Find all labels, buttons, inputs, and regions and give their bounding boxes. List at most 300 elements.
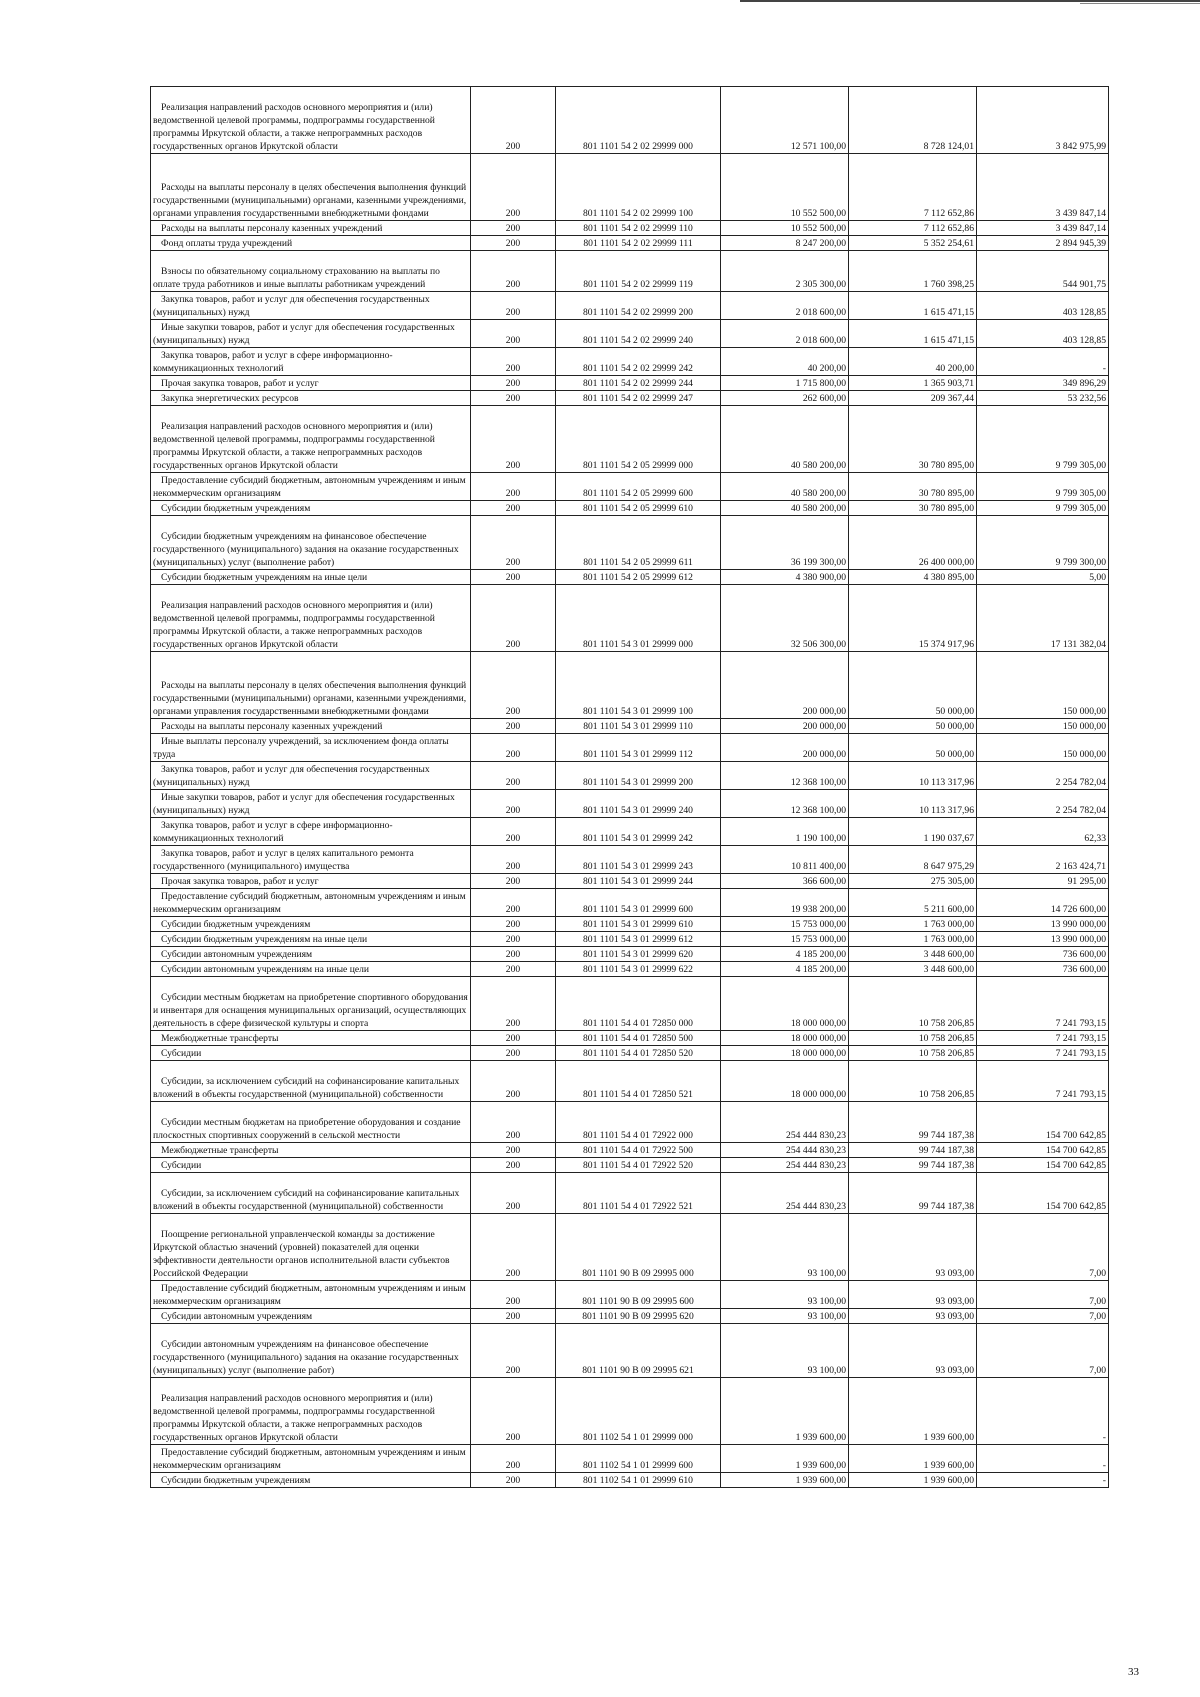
row-unexecuted-amount: 544 901,75 bbox=[977, 251, 1109, 292]
row-budget-classification: 801 1101 54 4 01 72850 500 bbox=[556, 1031, 721, 1046]
row-approved-amount: 93 100,00 bbox=[721, 1214, 849, 1281]
row-line-code: 200 bbox=[471, 320, 556, 348]
row-approved-amount: 40 580 200,00 bbox=[721, 473, 849, 501]
row-budget-classification: 801 1101 54 2 05 29999 610 bbox=[556, 501, 721, 516]
row-name: Субсидии бюджетным учреждениям на иные цели bbox=[151, 570, 471, 585]
row-name: Реализация направлений расходов основного мероприятия и (или) ведомственной целевой программы, подпрограммы государственной программы Иркутской области, а также непрограммных расходов государственных органов Иркутской области bbox=[151, 1378, 471, 1445]
row-budget-classification: 801 1101 54 3 01 29999 200 bbox=[556, 762, 721, 790]
row-name: Предоставление субсидий бюджетным, автономным учреждениям и иным некоммерческим организациям bbox=[151, 1445, 471, 1473]
row-unexecuted-amount: 154 700 642,85 bbox=[977, 1143, 1109, 1158]
row-line-code: 200 bbox=[471, 962, 556, 977]
row-executed-amount: 10 113 317,96 bbox=[849, 790, 977, 818]
table-row bbox=[151, 1031, 1109, 1046]
row-line-code: 200 bbox=[471, 585, 556, 652]
row-approved-amount: 200 000,00 bbox=[721, 734, 849, 762]
row-line-code: 200 bbox=[471, 570, 556, 585]
row-approved-amount: 1 939 600,00 bbox=[721, 1445, 849, 1473]
row-name: Субсидии бюджетным учреждениям bbox=[151, 917, 471, 932]
table-row bbox=[151, 846, 1109, 874]
row-unexecuted-amount: 7,00 bbox=[977, 1324, 1109, 1378]
row-name: Предоставление субсидий бюджетным, автономным учреждениям и иным некоммерческим организациям bbox=[151, 1281, 471, 1309]
row-name: Субсидии автономным учреждениям на финансовое обеспечение государственного (муниципального) задания на оказание государственных (муниципальных) услуг (выполнение работ) bbox=[151, 1324, 471, 1378]
row-approved-amount: 12 571 100,00 bbox=[721, 87, 849, 154]
row-name: Межбюджетные трансферты bbox=[151, 1143, 471, 1158]
row-budget-classification: 801 1101 54 3 01 29999 240 bbox=[556, 790, 721, 818]
row-name: Реализация направлений расходов основного мероприятия и (или) ведомственной целевой программы, подпрограммы государственной программы Иркутской области, а также непрограммных расходов государственных органов Иркутской области bbox=[151, 406, 471, 473]
row-executed-amount: 1 763 000,00 bbox=[849, 917, 977, 932]
table-row bbox=[151, 236, 1109, 251]
row-unexecuted-amount: 349 896,29 bbox=[977, 376, 1109, 391]
row-name: Субсидии bbox=[151, 1158, 471, 1173]
row-approved-amount: 93 100,00 bbox=[721, 1324, 849, 1378]
row-unexecuted-amount: 3 842 975,99 bbox=[977, 87, 1109, 154]
row-executed-amount: 30 780 895,00 bbox=[849, 501, 977, 516]
row-line-code: 200 bbox=[471, 236, 556, 251]
row-line-code: 200 bbox=[471, 1143, 556, 1158]
table-row bbox=[151, 762, 1109, 790]
table-row bbox=[151, 391, 1109, 406]
row-budget-classification: 801 1101 54 4 01 72850 521 bbox=[556, 1061, 721, 1102]
row-executed-amount: 50 000,00 bbox=[849, 652, 977, 719]
row-name: Иные закупки товаров, работ и услуг для обеспечения государственных (муниципальных) нужд bbox=[151, 790, 471, 818]
row-budget-classification: 801 1101 54 3 01 29999 610 bbox=[556, 917, 721, 932]
row-unexecuted-amount: 7 241 793,15 bbox=[977, 1061, 1109, 1102]
table-row bbox=[151, 1158, 1109, 1173]
row-executed-amount: 7 112 652,86 bbox=[849, 154, 977, 221]
table-row bbox=[151, 320, 1109, 348]
row-executed-amount: 1 939 600,00 bbox=[849, 1473, 977, 1488]
row-executed-amount: 8 728 124,01 bbox=[849, 87, 977, 154]
row-line-code: 200 bbox=[471, 376, 556, 391]
row-line-code: 200 bbox=[471, 947, 556, 962]
row-line-code: 200 bbox=[471, 1324, 556, 1378]
row-line-code: 200 bbox=[471, 154, 556, 221]
row-line-code: 200 bbox=[471, 251, 556, 292]
row-approved-amount: 10 552 500,00 bbox=[721, 154, 849, 221]
row-approved-amount: 4 185 200,00 bbox=[721, 947, 849, 962]
row-executed-amount: 5 352 254,61 bbox=[849, 236, 977, 251]
table-row bbox=[151, 1173, 1109, 1214]
row-unexecuted-amount: 9 799 305,00 bbox=[977, 406, 1109, 473]
row-approved-amount: 2 305 300,00 bbox=[721, 251, 849, 292]
row-budget-classification: 801 1101 54 4 01 72850 000 bbox=[556, 977, 721, 1031]
row-executed-amount: 10 758 206,85 bbox=[849, 1031, 977, 1046]
row-line-code: 200 bbox=[471, 1378, 556, 1445]
row-unexecuted-amount: 5,00 bbox=[977, 570, 1109, 585]
table-row bbox=[151, 292, 1109, 320]
row-unexecuted-amount: 3 439 847,14 bbox=[977, 221, 1109, 236]
row-approved-amount: 10 552 500,00 bbox=[721, 221, 849, 236]
row-approved-amount: 40 580 200,00 bbox=[721, 406, 849, 473]
row-name: Фонд оплаты труда учреждений bbox=[151, 236, 471, 251]
row-approved-amount: 15 753 000,00 bbox=[721, 932, 849, 947]
row-line-code: 200 bbox=[471, 348, 556, 376]
row-executed-amount: 99 744 187,38 bbox=[849, 1173, 977, 1214]
row-approved-amount: 10 811 400,00 bbox=[721, 846, 849, 874]
row-approved-amount: 1 715 800,00 bbox=[721, 376, 849, 391]
table-row bbox=[151, 947, 1109, 962]
row-executed-amount: 209 367,44 bbox=[849, 391, 977, 406]
row-budget-classification: 801 1101 54 3 01 29999 244 bbox=[556, 874, 721, 889]
row-unexecuted-amount: 7,00 bbox=[977, 1281, 1109, 1309]
row-approved-amount: 262 600,00 bbox=[721, 391, 849, 406]
row-name: Закупка товаров, работ и услуг для обеспечения государственных (муниципальных) нужд bbox=[151, 762, 471, 790]
row-name: Расходы на выплаты персоналу казенных учреждений bbox=[151, 221, 471, 236]
row-executed-amount: 3 448 600,00 bbox=[849, 947, 977, 962]
row-executed-amount: 1 615 471,15 bbox=[849, 320, 977, 348]
row-unexecuted-amount: 91 295,00 bbox=[977, 874, 1109, 889]
row-executed-amount: 50 000,00 bbox=[849, 719, 977, 734]
row-budget-classification: 801 1101 54 2 05 29999 611 bbox=[556, 516, 721, 570]
row-executed-amount: 4 380 895,00 bbox=[849, 570, 977, 585]
table-row bbox=[151, 977, 1109, 1031]
row-unexecuted-amount: 7,00 bbox=[977, 1309, 1109, 1324]
row-line-code: 200 bbox=[471, 1445, 556, 1473]
row-budget-classification: 801 1101 54 2 02 29999 242 bbox=[556, 348, 721, 376]
row-line-code: 200 bbox=[471, 846, 556, 874]
row-executed-amount: 1 939 600,00 bbox=[849, 1445, 977, 1473]
row-line-code: 200 bbox=[471, 292, 556, 320]
row-name: Закупка товаров, работ и услуг для обеспечения государственных (муниципальных) нужд bbox=[151, 292, 471, 320]
row-approved-amount: 254 444 830,23 bbox=[721, 1173, 849, 1214]
row-name: Субсидии автономным учреждениям bbox=[151, 1309, 471, 1324]
row-unexecuted-amount: 736 600,00 bbox=[977, 947, 1109, 962]
row-budget-classification: 801 1101 54 3 01 29999 622 bbox=[556, 962, 721, 977]
row-executed-amount: 5 211 600,00 bbox=[849, 889, 977, 917]
row-line-code: 200 bbox=[471, 889, 556, 917]
row-line-code: 200 bbox=[471, 874, 556, 889]
row-budget-classification: 801 1101 54 3 01 29999 243 bbox=[556, 846, 721, 874]
table-row bbox=[151, 917, 1109, 932]
row-unexecuted-amount: 154 700 642,85 bbox=[977, 1102, 1109, 1143]
row-unexecuted-amount: 403 128,85 bbox=[977, 292, 1109, 320]
table-row bbox=[151, 1102, 1109, 1143]
table-row bbox=[151, 734, 1109, 762]
row-name: Субсидии местным бюджетам на приобретение спортивного оборудования и инвентаря для оснащения муниципальных организаций, осуществляющих деятельность в сфере физической культуры и спорта bbox=[151, 977, 471, 1031]
row-line-code: 200 bbox=[471, 1173, 556, 1214]
row-budget-classification: 801 1101 54 3 01 29999 110 bbox=[556, 719, 721, 734]
row-unexecuted-amount: - bbox=[977, 348, 1109, 376]
row-line-code: 200 bbox=[471, 1031, 556, 1046]
row-approved-amount: 1 190 100,00 bbox=[721, 818, 849, 846]
row-approved-amount: 254 444 830,23 bbox=[721, 1102, 849, 1143]
row-executed-amount: 99 744 187,38 bbox=[849, 1102, 977, 1143]
top-scan-rule bbox=[740, 0, 1200, 2]
row-unexecuted-amount: 9 799 305,00 bbox=[977, 473, 1109, 501]
table-row bbox=[151, 585, 1109, 652]
row-approved-amount: 40 580 200,00 bbox=[721, 501, 849, 516]
row-budget-classification: 801 1101 90 В 09 29995 000 bbox=[556, 1214, 721, 1281]
row-executed-amount: 30 780 895,00 bbox=[849, 473, 977, 501]
row-unexecuted-amount: 7 241 793,15 bbox=[977, 977, 1109, 1031]
row-executed-amount: 40 200,00 bbox=[849, 348, 977, 376]
row-unexecuted-amount: 7,00 bbox=[977, 1214, 1109, 1281]
row-executed-amount: 93 093,00 bbox=[849, 1281, 977, 1309]
row-approved-amount: 12 368 100,00 bbox=[721, 762, 849, 790]
table-row bbox=[151, 790, 1109, 818]
row-budget-classification: 801 1101 54 4 01 72922 521 bbox=[556, 1173, 721, 1214]
row-approved-amount: 93 100,00 bbox=[721, 1309, 849, 1324]
row-budget-classification: 801 1101 54 3 01 29999 600 bbox=[556, 889, 721, 917]
row-approved-amount: 254 444 830,23 bbox=[721, 1158, 849, 1173]
row-unexecuted-amount: 14 726 600,00 bbox=[977, 889, 1109, 917]
row-budget-classification: 801 1102 54 1 01 29999 000 bbox=[556, 1378, 721, 1445]
row-line-code: 200 bbox=[471, 1214, 556, 1281]
row-approved-amount: 1 939 600,00 bbox=[721, 1378, 849, 1445]
row-line-code: 200 bbox=[471, 501, 556, 516]
table-row bbox=[151, 932, 1109, 947]
row-name: Субсидии местным бюджетам на приобретение оборудования и создание плоскостных спортивных сооружений в сельской местности bbox=[151, 1102, 471, 1143]
row-unexecuted-amount: 150 000,00 bbox=[977, 719, 1109, 734]
row-name: Иные закупки товаров, работ и услуг для обеспечения государственных (муниципальных) нужд bbox=[151, 320, 471, 348]
row-budget-classification: 801 1101 54 2 02 29999 240 bbox=[556, 320, 721, 348]
row-approved-amount: 366 600,00 bbox=[721, 874, 849, 889]
row-approved-amount: 12 368 100,00 bbox=[721, 790, 849, 818]
row-budget-classification: 801 1101 54 3 01 29999 000 bbox=[556, 585, 721, 652]
row-approved-amount: 18 000 000,00 bbox=[721, 1046, 849, 1061]
row-executed-amount: 93 093,00 bbox=[849, 1324, 977, 1378]
row-name: Закупка энергетических ресурсов bbox=[151, 391, 471, 406]
row-executed-amount: 275 305,00 bbox=[849, 874, 977, 889]
table-row bbox=[151, 818, 1109, 846]
table-row bbox=[151, 874, 1109, 889]
row-name: Расходы на выплаты персоналу казенных учреждений bbox=[151, 719, 471, 734]
row-name: Субсидии автономным учреждениям на иные цели bbox=[151, 962, 471, 977]
row-line-code: 200 bbox=[471, 762, 556, 790]
row-line-code: 200 bbox=[471, 1473, 556, 1488]
row-budget-classification: 801 1101 54 2 05 29999 612 bbox=[556, 570, 721, 585]
row-executed-amount: 1 763 000,00 bbox=[849, 932, 977, 947]
row-approved-amount: 8 247 200,00 bbox=[721, 236, 849, 251]
row-name: Расходы на выплаты персоналу в целях обеспечения выполнения функций государственными (муниципальными) органами, казенными учреждениями, органами управления государственными внебюджетными фондами bbox=[151, 154, 471, 221]
row-budget-classification: 801 1101 54 4 01 72922 000 bbox=[556, 1102, 721, 1143]
table-row bbox=[151, 652, 1109, 719]
table-row bbox=[151, 501, 1109, 516]
row-name: Закупка товаров, работ и услуг в сфере информационно-коммуникационных технологий bbox=[151, 818, 471, 846]
row-unexecuted-amount: 53 232,56 bbox=[977, 391, 1109, 406]
row-unexecuted-amount: 9 799 305,00 bbox=[977, 501, 1109, 516]
row-approved-amount: 18 000 000,00 bbox=[721, 1061, 849, 1102]
row-unexecuted-amount: 154 700 642,85 bbox=[977, 1173, 1109, 1214]
row-name: Поощрение региональной управленческой команды за достижение Иркутской областью значений (уровней) показателей для оценки эффективности деятельности органов исполнительной власти субъектов Российской Федерации bbox=[151, 1214, 471, 1281]
row-executed-amount: 93 093,00 bbox=[849, 1309, 977, 1324]
row-name: Иные выплаты персоналу учреждений, за исключением фонда оплаты труда bbox=[151, 734, 471, 762]
row-line-code: 200 bbox=[471, 87, 556, 154]
table-row bbox=[151, 221, 1109, 236]
row-name: Предоставление субсидий бюджетным, автономным учреждениям и иным некоммерческим организациям bbox=[151, 473, 471, 501]
row-unexecuted-amount: 62,33 bbox=[977, 818, 1109, 846]
row-unexecuted-amount: 150 000,00 bbox=[977, 652, 1109, 719]
row-executed-amount: 1 939 600,00 bbox=[849, 1378, 977, 1445]
table-row bbox=[151, 570, 1109, 585]
table-row bbox=[151, 1309, 1109, 1324]
row-budget-classification: 801 1101 54 2 05 29999 600 bbox=[556, 473, 721, 501]
table-row bbox=[151, 962, 1109, 977]
row-executed-amount: 7 112 652,86 bbox=[849, 221, 977, 236]
row-name: Субсидии бюджетным учреждениям bbox=[151, 1473, 471, 1488]
row-executed-amount: 1 365 903,71 bbox=[849, 376, 977, 391]
row-line-code: 200 bbox=[471, 1158, 556, 1173]
row-executed-amount: 10 758 206,85 bbox=[849, 1061, 977, 1102]
row-unexecuted-amount: 2 894 945,39 bbox=[977, 236, 1109, 251]
row-executed-amount: 30 780 895,00 bbox=[849, 406, 977, 473]
row-line-code: 200 bbox=[471, 917, 556, 932]
row-approved-amount: 19 938 200,00 bbox=[721, 889, 849, 917]
row-budget-classification: 801 1101 54 2 02 29999 111 bbox=[556, 236, 721, 251]
row-name: Субсидии бюджетным учреждениям bbox=[151, 501, 471, 516]
row-budget-classification: 801 1101 54 2 02 29999 247 bbox=[556, 391, 721, 406]
table-row bbox=[151, 473, 1109, 501]
row-executed-amount: 3 448 600,00 bbox=[849, 962, 977, 977]
table-body bbox=[151, 87, 1109, 1488]
row-budget-classification: 801 1101 54 4 01 72922 500 bbox=[556, 1143, 721, 1158]
row-budget-classification: 801 1101 54 3 01 29999 620 bbox=[556, 947, 721, 962]
row-budget-classification: 801 1102 54 1 01 29999 610 bbox=[556, 1473, 721, 1488]
budget-execution-table bbox=[150, 86, 1109, 1488]
row-unexecuted-amount: 3 439 847,14 bbox=[977, 154, 1109, 221]
row-name: Реализация направлений расходов основного мероприятия и (или) ведомственной целевой программы, подпрограммы государственной программы Иркутской области, а также непрограммных расходов государственных органов Иркутской области bbox=[151, 585, 471, 652]
row-name: Субсидии автономным учреждениям bbox=[151, 947, 471, 962]
row-executed-amount: 1 190 037,67 bbox=[849, 818, 977, 846]
table-row bbox=[151, 1445, 1109, 1473]
row-executed-amount: 99 744 187,38 bbox=[849, 1158, 977, 1173]
row-budget-classification: 801 1101 54 2 02 29999 100 bbox=[556, 154, 721, 221]
row-unexecuted-amount: 17 131 382,04 bbox=[977, 585, 1109, 652]
row-unexecuted-amount: 2 254 782,04 bbox=[977, 790, 1109, 818]
row-budget-classification: 801 1101 54 3 01 29999 242 bbox=[556, 818, 721, 846]
row-approved-amount: 254 444 830,23 bbox=[721, 1143, 849, 1158]
row-name: Субсидии bbox=[151, 1046, 471, 1061]
row-approved-amount: 200 000,00 bbox=[721, 719, 849, 734]
row-name: Прочая закупка товаров, работ и услуг bbox=[151, 376, 471, 391]
row-budget-classification: 801 1101 54 2 02 29999 200 bbox=[556, 292, 721, 320]
row-budget-classification: 801 1101 54 3 01 29999 112 bbox=[556, 734, 721, 762]
row-budget-classification: 801 1101 54 2 02 29999 000 bbox=[556, 87, 721, 154]
row-executed-amount: 93 093,00 bbox=[849, 1214, 977, 1281]
row-executed-amount: 50 000,00 bbox=[849, 734, 977, 762]
row-name: Закупка товаров, работ и услуг в целях капитального ремонта государственного (муниципального) имущества bbox=[151, 846, 471, 874]
row-unexecuted-amount: 150 000,00 bbox=[977, 734, 1109, 762]
row-line-code: 200 bbox=[471, 1061, 556, 1102]
row-line-code: 200 bbox=[471, 406, 556, 473]
row-budget-classification: 801 1101 54 3 01 29999 612 bbox=[556, 932, 721, 947]
top-scan-rule-secondary bbox=[1080, 3, 1200, 4]
page-number: 33 bbox=[1128, 1666, 1139, 1678]
row-approved-amount: 18 000 000,00 bbox=[721, 977, 849, 1031]
row-line-code: 200 bbox=[471, 652, 556, 719]
table-row bbox=[151, 889, 1109, 917]
row-name: Предоставление субсидий бюджетным, автономным учреждениям и иным некоммерческим организациям bbox=[151, 889, 471, 917]
row-budget-classification: 801 1101 54 2 02 29999 110 bbox=[556, 221, 721, 236]
row-budget-classification: 801 1101 90 В 09 29995 620 bbox=[556, 1309, 721, 1324]
row-unexecuted-amount: 7 241 793,15 bbox=[977, 1031, 1109, 1046]
row-budget-classification: 801 1102 54 1 01 29999 600 bbox=[556, 1445, 721, 1473]
row-name: Субсидии бюджетным учреждениям на иные цели bbox=[151, 932, 471, 947]
row-budget-classification: 801 1101 54 4 01 72850 520 bbox=[556, 1046, 721, 1061]
row-approved-amount: 2 018 600,00 bbox=[721, 292, 849, 320]
table-row bbox=[151, 348, 1109, 376]
row-approved-amount: 32 506 300,00 bbox=[721, 585, 849, 652]
row-executed-amount: 26 400 000,00 bbox=[849, 516, 977, 570]
table-row bbox=[151, 719, 1109, 734]
row-executed-amount: 99 744 187,38 bbox=[849, 1143, 977, 1158]
row-approved-amount: 93 100,00 bbox=[721, 1281, 849, 1309]
row-line-code: 200 bbox=[471, 1102, 556, 1143]
row-name: Реализация направлений расходов основного мероприятия и (или) ведомственной целевой программы, подпрограммы государственной программы Иркутской области, а также непрограммных расходов государственных органов Иркутской области bbox=[151, 87, 471, 154]
row-budget-classification: 801 1101 90 В 09 29995 600 bbox=[556, 1281, 721, 1309]
row-unexecuted-amount: - bbox=[977, 1445, 1109, 1473]
row-unexecuted-amount: 736 600,00 bbox=[977, 962, 1109, 977]
row-name: Субсидии, за исключением субсидий на софинансирование капитальных вложений в объекты государственной (муниципальной) собственности bbox=[151, 1173, 471, 1214]
row-line-code: 200 bbox=[471, 719, 556, 734]
row-line-code: 200 bbox=[471, 516, 556, 570]
row-line-code: 200 bbox=[471, 1281, 556, 1309]
row-executed-amount: 10 758 206,85 bbox=[849, 1046, 977, 1061]
table-row bbox=[151, 376, 1109, 391]
row-unexecuted-amount: 13 990 000,00 bbox=[977, 932, 1109, 947]
row-unexecuted-amount: 13 990 000,00 bbox=[977, 917, 1109, 932]
row-unexecuted-amount: 154 700 642,85 bbox=[977, 1158, 1109, 1173]
row-budget-classification: 801 1101 54 2 02 29999 244 bbox=[556, 376, 721, 391]
row-approved-amount: 2 018 600,00 bbox=[721, 320, 849, 348]
row-budget-classification: 801 1101 54 3 01 29999 100 bbox=[556, 652, 721, 719]
row-budget-classification: 801 1101 54 2 02 29999 119 bbox=[556, 251, 721, 292]
row-executed-amount: 1 760 398,25 bbox=[849, 251, 977, 292]
row-approved-amount: 40 200,00 bbox=[721, 348, 849, 376]
row-budget-classification: 801 1101 54 2 05 29999 000 bbox=[556, 406, 721, 473]
row-executed-amount: 10 758 206,85 bbox=[849, 977, 977, 1031]
row-line-code: 200 bbox=[471, 391, 556, 406]
row-line-code: 200 bbox=[471, 1046, 556, 1061]
table-row bbox=[151, 1281, 1109, 1309]
table-row bbox=[151, 154, 1109, 221]
row-approved-amount: 18 000 000,00 bbox=[721, 1031, 849, 1046]
row-unexecuted-amount: - bbox=[977, 1473, 1109, 1488]
row-name: Прочая закупка товаров, работ и услуг bbox=[151, 874, 471, 889]
row-approved-amount: 4 185 200,00 bbox=[721, 962, 849, 977]
row-executed-amount: 1 615 471,15 bbox=[849, 292, 977, 320]
row-approved-amount: 36 199 300,00 bbox=[721, 516, 849, 570]
row-unexecuted-amount: - bbox=[977, 1378, 1109, 1445]
row-approved-amount: 15 753 000,00 bbox=[721, 917, 849, 932]
row-name: Субсидии, за исключением субсидий на софинансирование капитальных вложений в объекты государственной (муниципальной) собственности bbox=[151, 1061, 471, 1102]
row-name: Закупка товаров, работ и услуг в сфере информационно-коммуникационных технологий bbox=[151, 348, 471, 376]
row-line-code: 200 bbox=[471, 734, 556, 762]
row-line-code: 200 bbox=[471, 473, 556, 501]
row-budget-classification: 801 1101 90 В 09 29995 621 bbox=[556, 1324, 721, 1378]
table-row bbox=[151, 1214, 1109, 1281]
row-name: Расходы на выплаты персоналу в целях обеспечения выполнения функций государственными (муниципальными) органами, казенными учреждениями, органами управления государственными внебюджетными фондами bbox=[151, 652, 471, 719]
table-row bbox=[151, 1046, 1109, 1061]
table-row bbox=[151, 406, 1109, 473]
row-executed-amount: 10 113 317,96 bbox=[849, 762, 977, 790]
row-unexecuted-amount: 2 254 782,04 bbox=[977, 762, 1109, 790]
row-line-code: 200 bbox=[471, 977, 556, 1031]
row-name: Взносы по обязательному социальному страхованию на выплаты по оплате труда работников и иные выплаты работникам учреждений bbox=[151, 251, 471, 292]
row-unexecuted-amount: 7 241 793,15 bbox=[977, 1046, 1109, 1061]
row-approved-amount: 1 939 600,00 bbox=[721, 1473, 849, 1488]
row-name: Межбюджетные трансферты bbox=[151, 1031, 471, 1046]
table-row bbox=[151, 251, 1109, 292]
row-line-code: 200 bbox=[471, 818, 556, 846]
row-unexecuted-amount: 403 128,85 bbox=[977, 320, 1109, 348]
table-row bbox=[151, 1324, 1109, 1378]
row-approved-amount: 200 000,00 bbox=[721, 652, 849, 719]
row-executed-amount: 8 647 975,29 bbox=[849, 846, 977, 874]
table-row bbox=[151, 1143, 1109, 1158]
row-line-code: 200 bbox=[471, 221, 556, 236]
table-row bbox=[151, 1061, 1109, 1102]
